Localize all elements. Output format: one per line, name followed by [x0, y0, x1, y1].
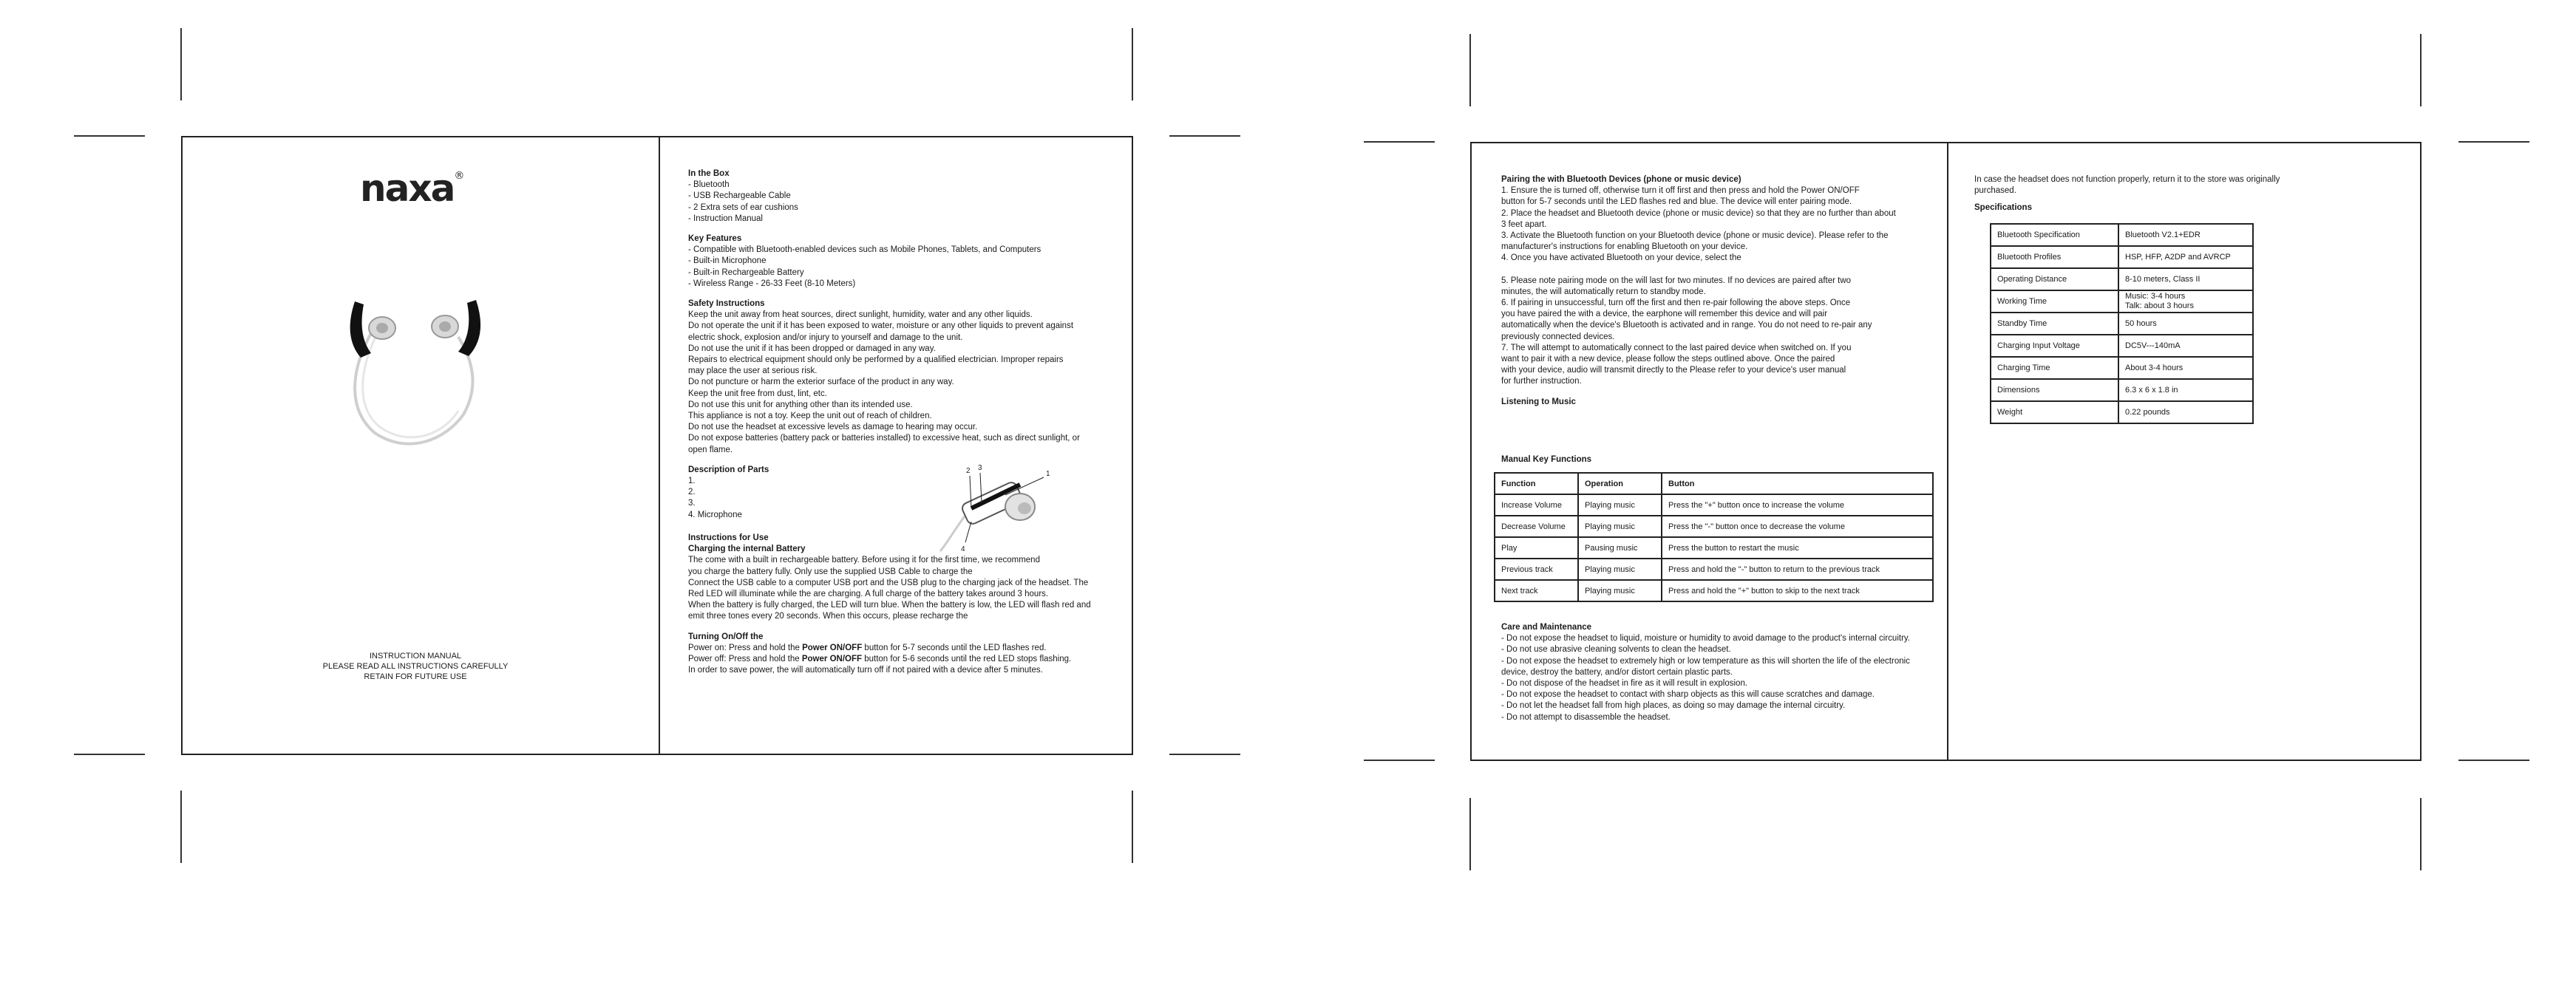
- table-cell: Bluetooth V2.1+EDR: [2118, 224, 2253, 246]
- table-row: [1991, 290, 2253, 313]
- list-item: - Built-in Microphone: [688, 256, 767, 266]
- table-cell: 8-10 meters, Class II: [2118, 268, 2253, 290]
- crop-mark: [2458, 760, 2529, 761]
- table-header-cell: Operation: [1578, 473, 1662, 494]
- text-line: Do not operate the unit if it has been exposed to water, moisture or any other liquids to prevent against: [688, 321, 1074, 331]
- table-cell: Playing music: [1578, 580, 1662, 601]
- crop-mark: [1364, 141, 1435, 143]
- specifications-title: Specifications: [1974, 203, 2032, 213]
- table-header-cell: Button: [1662, 473, 1933, 494]
- turning-on-off-section: [688, 632, 1109, 677]
- text-line: - Do not expose the headset to extremely high or low temperature as this will shorten the life of the electronic: [1501, 656, 1910, 666]
- specifications-table: [1990, 223, 2254, 424]
- table-cell: Standby Time: [1991, 313, 2118, 335]
- text-line: Do not use this unit for anything other than its intended use.: [688, 400, 913, 409]
- cover-notice: [293, 651, 537, 682]
- text-line: Do not puncture or harm the exterior surface of the product in any way.: [688, 378, 954, 387]
- text-line: - Do not dispose of the headset in fire as it will result in explosion.: [1501, 679, 1748, 689]
- right-text-column: [1501, 174, 1937, 408]
- callout-3: 3: [978, 464, 982, 472]
- panel-divider: [1947, 143, 1948, 760]
- text-line: 3. Activate the Bluetooth function on your Bluetooth device (phone or music device). Please refer to the: [1501, 231, 1889, 241]
- table-cell: Press the "-" button once to decrease the volume: [1662, 516, 1933, 537]
- table-cell: Playing music: [1578, 559, 1662, 580]
- crop-mark: [2420, 798, 2422, 870]
- panel-divider: [659, 137, 660, 754]
- table-row: [1991, 246, 2253, 268]
- list-item: - 2 Extra sets of ear cushions: [688, 202, 798, 212]
- text-line: This appliance is not a toy. Keep the unit out of reach of children.: [688, 412, 932, 421]
- text-line: Do not use the unit if it has been dropped or damaged in any way.: [688, 344, 936, 353]
- text-line: 1. Ensure the is turned off, otherwise turn it off first and then press and hold the Power ON/OFF: [1501, 186, 1860, 196]
- table-cell: DC5V---140mA: [2118, 335, 2253, 357]
- table-row: [1991, 335, 2253, 357]
- text-line: Do not use the headset at excessive levels as damage to hearing may occur.: [688, 423, 978, 432]
- crop-mark: [1132, 28, 1133, 100]
- save-power-line: In order to save power, the will automatically turn off if not paired with a device after 5 minutes.: [688, 666, 1043, 675]
- text-line: Repairs to electrical equipment should only be performed by a qualified electrician. Improper repairs: [688, 355, 1064, 365]
- charging-title: Charging the internal Battery: [688, 545, 806, 554]
- callout-4: 4: [961, 545, 965, 553]
- crop-mark: [1169, 754, 1240, 755]
- crop-mark: [2458, 141, 2529, 143]
- text-line: purchased.: [1974, 186, 2016, 196]
- text-line: 3 feet apart.: [1501, 219, 1547, 229]
- text-line: for further instruction.: [1501, 377, 1582, 386]
- text-line: - Do not let the headset fall from high places, as doing so may damage the internal circuitry.: [1501, 701, 1846, 711]
- table-cell: About 3-4 hours: [2118, 357, 2253, 379]
- text-line: When the battery is fully charged, the LED will turn blue. When the battery is low, the LED will flash red and: [688, 601, 1091, 610]
- table-cell: Press and hold the "-" button to return to the previous track: [1662, 559, 1933, 580]
- table-row: [1495, 537, 1933, 559]
- crop-mark: [180, 791, 182, 863]
- list-item: - Built-in Rechargeable Battery: [688, 267, 804, 277]
- list-item: - Bluetooth: [688, 180, 730, 190]
- table-cell: Charging Time: [1991, 357, 2118, 379]
- list-item: - Compatible with Bluetooth-enabled devices such as Mobile Phones, Tablets, and Computers: [688, 245, 1041, 255]
- table-cell: 50 hours: [2118, 313, 2253, 335]
- text-line: - Do not expose the headset to contact with sharp objects as this will cause scratches and damage.: [1501, 690, 1875, 700]
- list-item: - Wireless Range - 26-33 Feet (8-10 Meters): [688, 279, 856, 288]
- left-text-column: [688, 168, 1109, 682]
- callout-2: 2: [966, 467, 971, 475]
- text-line: In case the headset does not function properly, return it to the store was originally: [1974, 175, 2280, 184]
- table-cell: Press and hold the "+" button to skip to the next track: [1662, 580, 1933, 601]
- table-cell: Pausing music: [1578, 537, 1662, 559]
- text-line: may place the user at serious risk.: [688, 366, 818, 376]
- text-line: Connect the USB cable to a computer USB port and the USB plug to the charging jack of the headset. The: [688, 578, 1089, 587]
- crop-mark: [1169, 135, 1240, 137]
- pairing-title: Pairing the with Bluetooth Devices (phone or music device): [1501, 175, 1741, 184]
- text-line: device, destroy the battery, and/or distort certain plastic parts.: [1501, 667, 1733, 677]
- list-item: - USB Rechargeable Cable: [688, 191, 791, 201]
- manual-keys-title: Manual Key Functions: [1501, 455, 1592, 464]
- table-cell: Press the button to restart the music: [1662, 537, 1933, 559]
- text-line: Keep the unit free from dust, lint, etc.: [688, 389, 827, 398]
- right-sheet: [1470, 142, 2422, 761]
- naxa-logo: naxa®: [360, 167, 463, 210]
- text-line: open flame.: [688, 445, 733, 454]
- text-line: minutes, the will automatically return to standby mode.: [1501, 287, 1706, 296]
- notice-line: RETAIN FOR FUTURE USE: [364, 672, 467, 681]
- text-line: - Do not expose the headset to liquid, moisture or humidity to avoid damage to the product's internal circuitry.: [1501, 634, 1910, 644]
- key-features-title: Key Features: [688, 234, 742, 244]
- key-features-section: [688, 233, 1109, 290]
- table-cell: Weight: [1991, 401, 2118, 423]
- table-cell: 0.22 pounds: [2118, 401, 2253, 423]
- text-line: 2. Place the headset and Bluetooth device (phone or music device) so that they are no further than about: [1501, 208, 1896, 218]
- notice-line: INSTRUCTION MANUAL: [369, 652, 462, 661]
- table-cell: Operating Distance: [1991, 268, 2118, 290]
- text-line: The come with a built in rechargeable battery. Before using it for the first time, we recommend: [688, 556, 1040, 565]
- table-header-row: [1495, 473, 1933, 494]
- text-line: manufacturer's instructions for enabling Bluetooth on your device.: [1501, 242, 1748, 252]
- list-item: 3.: [688, 499, 696, 508]
- crop-mark: [1469, 798, 1471, 870]
- instructions-title: Instructions for Use: [688, 533, 769, 542]
- power-on-line: Power on: Press and hold the Power ON/OFF button for 5-7 seconds until the LED flashes red.: [688, 643, 1047, 652]
- table-row: [1495, 494, 1933, 516]
- text-line: button for 5-7 seconds until the LED flashes red and blue. The device will enter pairing mode.: [1501, 197, 1852, 207]
- list-item: - Instruction Manual: [688, 214, 763, 223]
- text-line: 6. If pairing in unsuccessful, turn off the first and then re-pair following the above steps. Once: [1501, 298, 1851, 308]
- table-row: [1991, 313, 2253, 335]
- in-the-box-title: In the Box: [688, 169, 730, 178]
- text-line: with your device, audio will transmit directly to the Please refer to your device's user manual: [1501, 366, 1846, 375]
- table-cell: Playing music: [1578, 516, 1662, 537]
- earphones-product-image: [341, 293, 489, 448]
- notice-line: PLEASE READ ALL INSTRUCTIONS CAREFULLY: [322, 662, 509, 671]
- list-item: 1.: [688, 477, 696, 486]
- power-off-line: Power off: Press and hold the Power ON/OFF button for 5-6 seconds until the red LED stops flashing.: [688, 654, 1072, 663]
- table-row: [1991, 379, 2253, 401]
- table-row: [1495, 516, 1933, 537]
- in-the-box-section: [688, 168, 1109, 225]
- crop-mark: [2420, 34, 2422, 106]
- list-item: 2.: [688, 488, 696, 497]
- table-cell: Bluetooth Specification: [1991, 224, 2118, 246]
- text-line: electric shock, explosion and/or injury to yourself and damage to the unit.: [688, 332, 963, 342]
- safety-title: Safety Instructions: [688, 299, 765, 309]
- text-line: [1501, 265, 1937, 276]
- callout-1: 1: [1046, 470, 1050, 478]
- manual-keys-table: [1494, 472, 1934, 602]
- table-cell: Previous track: [1495, 559, 1578, 580]
- table-cell: Bluetooth Profiles: [1991, 246, 2118, 268]
- crop-mark: [180, 28, 182, 100]
- table-cell: Decrease Volume: [1495, 516, 1578, 537]
- care-title: Care and Maintenance: [1501, 623, 1592, 632]
- table-row: [1991, 224, 2253, 246]
- care-section: [1501, 622, 1945, 723]
- table-row: [1991, 268, 2253, 290]
- text-line: Do not expose batteries (battery pack or batteries installed) to excessive heat, such as direct sunlight, or: [688, 434, 1080, 443]
- crop-mark: [1469, 34, 1471, 106]
- text-line: - Do not attempt to disassemble the headset.: [1501, 712, 1671, 722]
- left-sheet: [181, 136, 1133, 755]
- parts-title: Description of Parts: [688, 465, 769, 474]
- text-line: 4. Once you have activated Bluetooth on your device, select the: [1501, 253, 1741, 263]
- parts-diagram: [933, 455, 1088, 559]
- text-line: you have paired the with a device, the earphone will remember this device and will pair: [1501, 310, 1828, 319]
- crop-mark: [1132, 791, 1133, 863]
- pairing-section: [1501, 174, 1937, 388]
- text-line: Keep the unit away from heat sources, direct sunlight, humidity, water and any other liquids.: [688, 310, 1033, 320]
- text-line: want to pair it with a new device, please follow the steps outlined above. Once the paired: [1501, 355, 1835, 364]
- text-line: 7. The will attempt to automatically connect to the last paired device when switched on. If you: [1501, 343, 1852, 352]
- table-cell: Charging Input Voltage: [1991, 335, 2118, 357]
- crop-mark: [74, 754, 145, 755]
- table-cell: HSP, HFP, A2DP and AVRCP: [2118, 246, 2253, 268]
- text-line: Red LED will illuminate while the are charging. A full charge of the battery takes around 3 hours.: [688, 589, 1049, 598]
- table-cell: Press the "+" button once to increase the volume: [1662, 494, 1933, 516]
- text-line: emit three tones every 20 seconds. When this occurs, please recharge the: [688, 612, 968, 621]
- text-line: automatically when the device's Bluetooth is activated and in range. You do not need to re-pair any: [1501, 321, 1872, 330]
- list-item: 4. Microphone: [688, 510, 742, 519]
- listening-title: Listening to Music: [1501, 397, 1576, 406]
- table-row: [1495, 559, 1933, 580]
- text-line: previously connected devices.: [1501, 332, 1615, 341]
- table-row: [1991, 357, 2253, 379]
- crop-mark: [74, 135, 145, 137]
- crop-mark: [1364, 760, 1435, 761]
- text-line: - Do not use abrasive cleaning solvents to clean the headset.: [1501, 645, 1731, 655]
- table-header-cell: Function: [1495, 473, 1578, 494]
- table-cell: Working Time: [1991, 290, 2118, 313]
- table-cell: Next track: [1495, 580, 1578, 601]
- service-note: [1974, 174, 2403, 214]
- table-cell: Music: 3-4 hours Talk: about 3 hours: [2118, 290, 2253, 313]
- table-cell: Dimensions: [1991, 379, 2118, 401]
- text-line: 5. Please note pairing mode on the will last for two minutes. If no devices are paired after two: [1501, 276, 1852, 285]
- table-row: [1495, 580, 1933, 601]
- table-cell: Play: [1495, 537, 1578, 559]
- table-cell: Playing music: [1578, 494, 1662, 516]
- table-row: [1991, 401, 2253, 423]
- table-cell: 6.3 x 6 x 1.8 in: [2118, 379, 2253, 401]
- safety-section: [688, 298, 1109, 456]
- text-line: you charge the battery fully. Only use the supplied USB Cable to charge the: [688, 567, 973, 576]
- turning-title: Turning On/Off the: [688, 632, 764, 641]
- table-cell: Increase Volume: [1495, 494, 1578, 516]
